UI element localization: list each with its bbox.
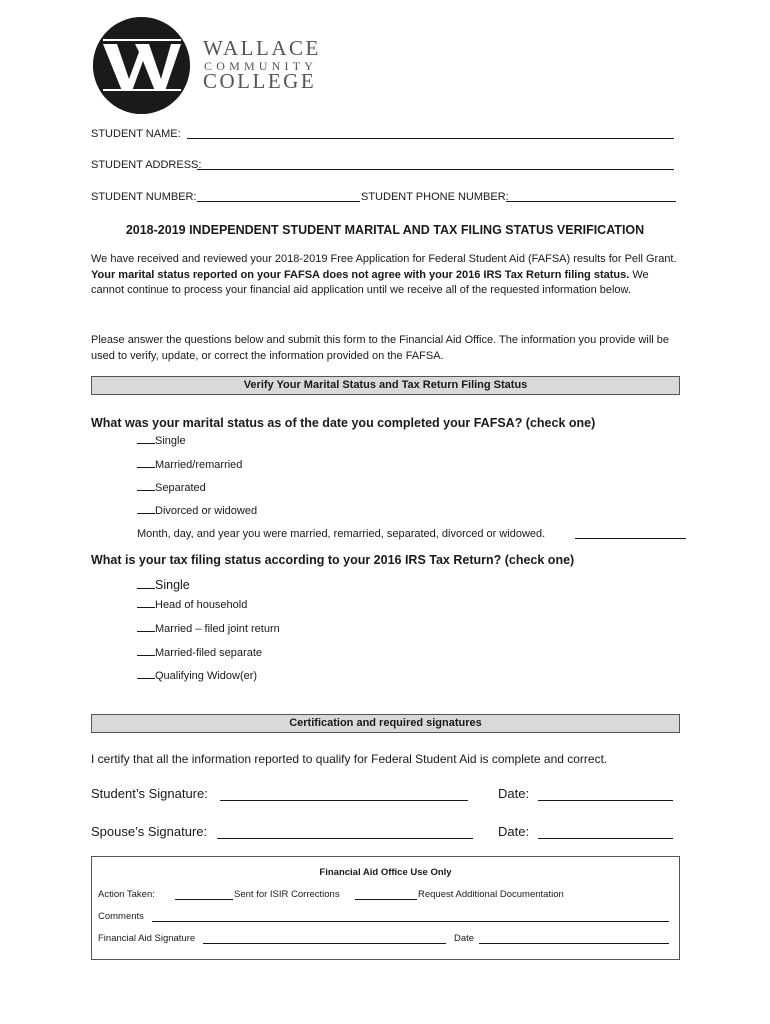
student-address-label: STUDENT ADDRESS: [91,159,202,171]
spouse-signature-line[interactable] [217,838,473,839]
option-label: Single [155,435,186,447]
checkbox-blank[interactable] [137,481,155,491]
tax-option-head-of-household[interactable] [137,598,247,611]
student-number-field[interactable] [197,191,360,202]
fa-signature-line[interactable] [203,943,446,944]
office-use-title: Financial Aid Office Use Only [319,867,452,878]
marital-option-married[interactable] [137,458,242,471]
student-name-row [91,128,181,140]
college-name-line3: COLLEGE [203,69,317,93]
option-label: Married-filed separate [155,647,262,659]
intro-bold-text: Your marital status reported on your FAFSA does not agree with your 2016 IRS Tax Return filing status. [91,268,630,281]
option-label: Head of household [155,599,248,611]
student-address-field[interactable] [197,159,674,170]
comments-label: Comments [98,911,144,922]
option-label: Married/remarried [155,459,243,471]
intro-text-2: We cannot continue to process your financial aid application until we receive all of the requested information below. [91,268,649,296]
option-label: Separated [155,482,206,494]
student-date-label: Date: [498,786,530,801]
student-name-field[interactable] [187,128,674,139]
checkbox-blank[interactable] [137,434,155,444]
marital-date-field[interactable] [575,528,686,539]
checkbox-blank[interactable] [137,622,155,632]
college-name-line2: COMMUNITY [204,59,318,73]
office-use-box [91,856,680,960]
student-phone-label: STUDENT PHONE NUMBER: [361,191,509,203]
checkbox-blank[interactable] [137,504,155,514]
section-header-verify: Verify Your Marital Status and Tax Return Filing Status [91,376,680,395]
action-request-documentation: Request Additional Documentation [418,889,564,900]
spouse-date-line[interactable] [538,838,673,839]
action-isir-blank[interactable] [175,899,233,900]
fa-date-label: Date [454,933,475,944]
action-taken-label: Action Taken: [98,889,155,900]
intro-paragraph-2: Please answer the questions below and submit this form to the Financial Aid Office. The information you provide will be used to verify, update, or correct the information provided on the FAFSA. [91,334,670,362]
fa-signature-label: Financial Aid Signature [98,933,196,944]
option-label: Single [155,578,190,592]
college-logo-seal [93,17,190,114]
intro-paragraph-1 [91,252,681,299]
marital-date-prompt: Month, day, and year you were married, remarried, separated, divorced or widowed. [137,528,546,540]
marital-option-divorced[interactable] [137,504,257,517]
option-label: Qualifying Widow(er) [155,670,258,682]
form-title: 2018-2019 INDEPENDENT STUDENT MARITAL AND TAX FILING STATUS VERIFICATION [125,223,645,237]
checkbox-blank[interactable] [137,669,155,679]
tax-option-single[interactable] [137,578,190,592]
spouse-signature-label: Spouse’s Signature: [91,824,208,839]
action-isir-corrections: Sent for ISIR Corrections [234,889,340,900]
checkbox-blank[interactable] [137,458,155,468]
tax-option-married-joint[interactable] [137,622,280,635]
marital-option-separated[interactable] [137,481,206,494]
student-date-line[interactable] [538,800,673,801]
section-header-certification: Certification and required signatures [91,714,680,733]
intro-text-1: We have received and reviewed your 2018-2019 Free Application for Federal Student Aid (FAFSA) results for Pell Grant. [91,253,677,265]
student-phone-field[interactable] [506,191,676,202]
fa-date-line[interactable] [479,943,669,944]
tax-option-qualifying-widow[interactable] [137,669,257,682]
certify-statement: I certify that all the information reported to qualify for Federal Student Aid is complete and correct. [91,752,608,766]
option-label: Married – filed joint return [155,623,280,635]
action-request-blank[interactable] [355,899,417,900]
spouse-date-label: Date: [498,824,530,839]
student-signature-label: Student’s Signature: [91,786,208,801]
checkbox-blank[interactable] [137,598,155,608]
tax-status-question: What is your tax filing status according to your 2016 IRS Tax Return? (check one) [91,553,575,567]
student-name-label: STUDENT NAME: [91,128,181,140]
comments-line[interactable] [152,921,669,922]
tax-option-married-separate[interactable] [137,646,262,659]
checkbox-blank[interactable] [137,579,155,589]
checkbox-blank[interactable] [137,646,155,656]
college-name-line1: WALLACE [203,36,321,60]
w-logo-icon [93,17,190,114]
student-signature-line[interactable] [220,800,468,801]
option-label: Divorced or widowed [155,505,258,517]
marital-option-single[interactable] [137,434,186,447]
student-address-row [91,159,201,171]
marital-status-question: What was your marital status as of the date you completed your FAFSA? (check one) [91,416,596,430]
student-number-label: STUDENT NUMBER: [91,191,197,203]
